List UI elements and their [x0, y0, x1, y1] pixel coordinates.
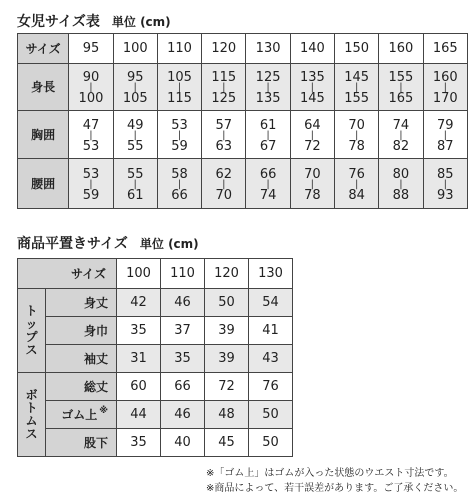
range-separator: |: [354, 129, 359, 141]
size-header-cell: 165: [423, 34, 467, 64]
range-cell: [69, 159, 113, 209]
size-header-cell: 150: [335, 34, 379, 64]
product-row-label: 袖丈: [46, 345, 117, 373]
range-separator: |: [89, 82, 93, 93]
range-min: 55: [126, 166, 144, 182]
product-row-label: ゴム上: [61, 408, 98, 422]
size-row-label: 身長: [18, 64, 69, 111]
product-row-label: 身巾: [46, 317, 117, 345]
product-table-header-label: サイズ: [18, 259, 117, 289]
range-cell: [202, 64, 246, 111]
range-min: 135: [299, 70, 325, 85]
size-table-row-hip: [18, 159, 468, 209]
section-label-text: ボトムス: [25, 387, 38, 441]
range-cell: [69, 111, 113, 159]
range-separator: |: [266, 82, 270, 93]
range-max: 61: [126, 187, 144, 203]
footnote: ※「ゴム上」はゴムが入った状態のウエスト寸法です。: [206, 468, 454, 479]
range-min: 125: [255, 70, 281, 85]
range-max: 70: [215, 187, 233, 203]
product-table-heading: [17, 233, 199, 253]
range-cell: [157, 64, 201, 111]
range-min: 58: [171, 166, 188, 182]
product-value-cell: 39: [205, 317, 249, 345]
product-value-cell: 43: [249, 345, 293, 373]
size-table-header-label: サイズ: [18, 34, 69, 64]
size-header-cell: 140: [290, 34, 334, 64]
size-table-title: 女児サイズ表: [17, 14, 100, 30]
product-value-cell: 66: [161, 373, 205, 401]
range-cell: [423, 64, 467, 111]
product-value-cell: 44: [117, 401, 161, 429]
range-max: 88: [392, 187, 410, 203]
range-cell: [246, 159, 290, 209]
product-value-cell: 76: [249, 373, 293, 401]
range-separator: |: [399, 178, 403, 190]
product-value-cell: 60: [117, 373, 161, 401]
range-max: 63: [215, 138, 233, 154]
product-value-cell: 50: [249, 429, 293, 457]
range-min: 80: [392, 166, 410, 182]
footnote: ※商品によって、若干誤差があります。ご了承ください。: [206, 483, 464, 494]
product-value-cell: 50: [205, 289, 249, 317]
range-separator: |: [399, 82, 403, 93]
product-value-cell: 45: [205, 429, 249, 457]
range-max: 93: [437, 187, 454, 203]
range-separator: |: [354, 82, 359, 93]
range-separator: |: [133, 178, 137, 190]
range-min: 76: [348, 166, 365, 182]
size-table-heading: [17, 11, 171, 31]
range-max: 165: [388, 91, 414, 106]
product-row-tops-length: [18, 289, 293, 317]
range-cell: [246, 64, 290, 111]
size-table-header-row: [18, 34, 468, 64]
product-row-bottoms-inseam: [18, 429, 293, 457]
range-min: 160: [432, 70, 458, 85]
range-cell: [379, 111, 423, 159]
product-size-header-cell: 100: [117, 259, 161, 289]
product-value-cell: 42: [117, 289, 161, 317]
range-min: 74: [392, 117, 410, 133]
product-value-cell: 37: [161, 317, 205, 345]
range-min: 47: [82, 117, 100, 133]
range-max: 170: [432, 91, 458, 106]
range-separator: |: [177, 129, 182, 141]
product-row-label: 股下: [46, 429, 117, 457]
range-min: 90: [82, 70, 100, 85]
product-value-cell: 54: [249, 289, 293, 317]
range-separator: |: [443, 178, 447, 190]
range-cell: [379, 159, 423, 209]
product-value-cell: 40: [161, 429, 205, 457]
range-min: 62: [215, 166, 233, 182]
range-max: 72: [304, 138, 321, 154]
range-separator: |: [177, 178, 182, 190]
product-row-tops-sleeve: [18, 345, 293, 373]
product-table: [17, 258, 293, 457]
range-max: 82: [392, 138, 410, 154]
range-cell: [290, 111, 334, 159]
footnotes: [206, 466, 463, 496]
size-header-cell: 100: [113, 34, 157, 64]
range-separator: |: [89, 178, 93, 190]
range-separator: |: [310, 129, 315, 141]
size-table-row-chest: [18, 111, 468, 159]
range-cell: [290, 64, 334, 111]
range-max: 53: [82, 138, 100, 154]
range-separator: |: [399, 129, 403, 141]
product-value-cell: 39: [205, 345, 249, 373]
size-header-cell: 95: [69, 34, 113, 64]
range-cell: [423, 159, 467, 209]
product-row-label-cell: [46, 401, 117, 429]
range-cell: [202, 111, 246, 159]
range-separator: |: [222, 178, 226, 190]
range-max: 67: [259, 138, 277, 154]
product-value-cell: 48: [205, 401, 249, 429]
section-label-text: トップス: [25, 303, 38, 357]
range-cell: [69, 64, 113, 111]
product-size-header-cell: 110: [161, 259, 205, 289]
product-value-cell: 46: [161, 289, 205, 317]
range-cell: [423, 111, 467, 159]
size-header-cell: 160: [379, 34, 423, 64]
range-max: 78: [348, 138, 365, 154]
product-value-cell: 31: [117, 345, 161, 373]
product-size-header-cell: 120: [205, 259, 249, 289]
range-cell: [290, 159, 334, 209]
range-cell: [246, 111, 290, 159]
range-cell: [335, 111, 379, 159]
product-value-cell: 35: [117, 429, 161, 457]
product-row-bottoms-waist: [18, 401, 293, 429]
range-max: 84: [348, 187, 365, 203]
range-max: 155: [344, 91, 370, 106]
size-header-cell: 130: [246, 34, 290, 64]
range-cell: [113, 159, 157, 209]
range-cell: [379, 64, 423, 111]
product-value-cell: 72: [205, 373, 249, 401]
product-value-cell: 35: [161, 345, 205, 373]
range-max: 115: [167, 91, 192, 106]
range-min: 115: [211, 70, 237, 85]
range-separator: |: [354, 178, 359, 190]
range-max: 135: [255, 91, 281, 106]
range-min: 70: [304, 166, 321, 182]
range-max: 100: [78, 91, 104, 106]
range-max: 145: [299, 91, 325, 106]
range-min: 70: [348, 117, 365, 133]
product-row-label: 身丈: [46, 289, 117, 317]
range-max: 78: [304, 187, 321, 203]
product-row-tops-width: [18, 317, 293, 345]
range-max: 59: [171, 138, 188, 154]
range-max: 125: [211, 91, 237, 106]
range-max: 74: [259, 187, 277, 203]
product-value-cell: 35: [117, 317, 161, 345]
product-value-cell: 46: [161, 401, 205, 429]
range-min: 61: [259, 117, 277, 133]
range-separator: |: [443, 129, 447, 141]
product-table-header-row: [18, 259, 293, 289]
range-max: 105: [122, 91, 148, 106]
range-max: 55: [126, 138, 144, 154]
range-separator: |: [310, 178, 315, 190]
range-min: 155: [388, 70, 414, 85]
size-header-cell: 120: [202, 34, 246, 64]
range-min: 79: [437, 117, 454, 133]
section-label-tops: [18, 289, 46, 373]
range-separator: |: [89, 129, 93, 141]
range-separator: |: [266, 129, 270, 141]
range-separator: |: [177, 82, 182, 93]
range-separator: |: [222, 82, 226, 93]
range-separator: |: [133, 129, 137, 141]
range-min: 95: [126, 70, 144, 85]
product-row-bottoms-length: [18, 373, 293, 401]
range-min: 53: [171, 117, 188, 133]
range-max: 87: [437, 138, 454, 154]
range-cell: [157, 159, 201, 209]
range-min: 105: [167, 70, 192, 85]
product-table-title: 商品平置きサイズ: [17, 236, 128, 252]
range-separator: |: [222, 129, 226, 141]
range-separator: |: [310, 82, 315, 93]
range-separator: |: [266, 178, 270, 190]
range-separator: |: [133, 82, 137, 93]
range-min: 64: [304, 117, 321, 133]
range-min: 145: [344, 70, 370, 85]
range-min: 66: [259, 166, 277, 182]
range-separator: |: [443, 82, 447, 93]
range-max: 66: [171, 187, 188, 203]
note-mark: ※: [99, 406, 109, 416]
size-table: [17, 33, 468, 209]
range-min: 85: [437, 166, 454, 182]
size-header-cell: 110: [157, 34, 201, 64]
range-max: 59: [82, 187, 100, 203]
product-row-label: 総丈: [46, 373, 117, 401]
range-cell: [335, 64, 379, 111]
size-row-label: 腰囲: [18, 159, 69, 209]
range-cell: [113, 64, 157, 111]
size-table-unit: 単位 (cm): [111, 15, 171, 29]
size-row-label: 胸囲: [18, 111, 69, 159]
range-cell: [113, 111, 157, 159]
range-cell: [202, 159, 246, 209]
product-size-header-cell: 130: [249, 259, 293, 289]
product-value-cell: 50: [249, 401, 293, 429]
product-value-cell: 41: [249, 317, 293, 345]
range-min: 49: [126, 117, 144, 133]
range-min: 57: [215, 117, 233, 133]
size-table-row-height: [18, 64, 468, 111]
range-cell: [157, 111, 201, 159]
section-label-bottoms: [18, 373, 46, 457]
range-min: 53: [82, 166, 100, 182]
product-table-unit: 単位 (cm): [139, 237, 199, 251]
range-cell: [335, 159, 379, 209]
